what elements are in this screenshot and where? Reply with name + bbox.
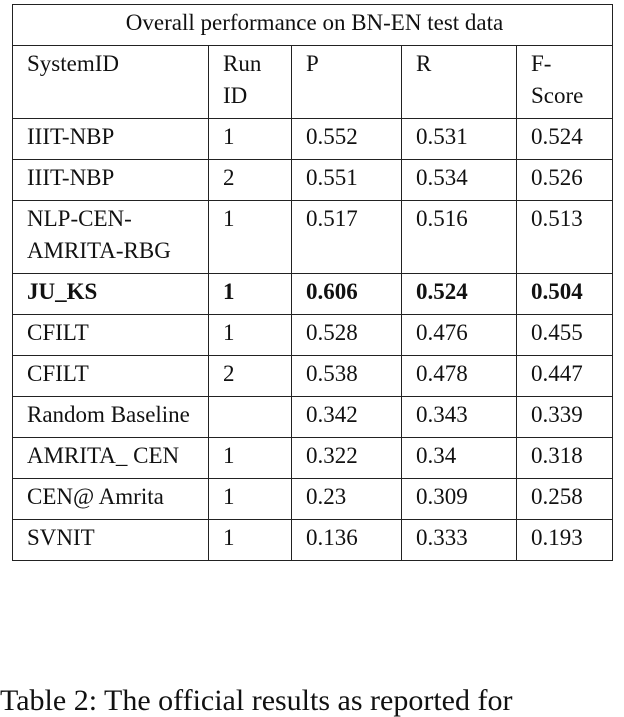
precision-cell: 0.342 bbox=[292, 397, 402, 438]
recall-cell: 0.524 bbox=[402, 274, 517, 315]
recall-cell: 0.309 bbox=[402, 479, 517, 520]
recall-cell: 0.534 bbox=[402, 160, 517, 201]
table-row bbox=[13, 520, 613, 561]
table-caption: Table 2: The official results as reported for bbox=[0, 684, 513, 717]
title-row bbox=[13, 5, 613, 46]
system-id-cell: Random Baseline bbox=[13, 397, 209, 438]
system-id-cell: AMRITA_ CEN bbox=[13, 438, 209, 479]
f-score-cell: 0.526 bbox=[517, 160, 613, 201]
run-id-cell: 1 bbox=[209, 438, 292, 479]
run-id-cell: 1 bbox=[209, 520, 292, 561]
recall-cell: 0.476 bbox=[402, 315, 517, 356]
precision-cell: 0.322 bbox=[292, 438, 402, 479]
precision-cell: 0.552 bbox=[292, 119, 402, 160]
system-id-cell: SVNIT bbox=[13, 520, 209, 561]
table-row bbox=[13, 438, 613, 479]
system-id-cell: IIIT-NBP bbox=[13, 119, 209, 160]
system-id-cell: IIIT-NBP bbox=[13, 160, 209, 201]
precision-cell: 0.23 bbox=[292, 479, 402, 520]
header-run-id: Run ID bbox=[209, 46, 292, 119]
table-row bbox=[13, 119, 613, 160]
results-table bbox=[12, 4, 613, 561]
precision-cell: 0.136 bbox=[292, 520, 402, 561]
run-id-cell bbox=[209, 397, 292, 438]
table-row bbox=[13, 356, 613, 397]
run-id-cell: 1 bbox=[209, 119, 292, 160]
precision-cell: 0.528 bbox=[292, 315, 402, 356]
f-score-cell: 0.447 bbox=[517, 356, 613, 397]
run-id-cell: 2 bbox=[209, 356, 292, 397]
f-score-cell: 0.513 bbox=[517, 201, 613, 274]
run-id-cell: 1 bbox=[209, 479, 292, 520]
f-score-cell: 0.524 bbox=[517, 119, 613, 160]
f-score-cell: 0.339 bbox=[517, 397, 613, 438]
header-recall: R bbox=[402, 46, 517, 119]
precision-cell: 0.517 bbox=[292, 201, 402, 274]
f-score-cell: 0.258 bbox=[517, 479, 613, 520]
f-score-cell: 0.193 bbox=[517, 520, 613, 561]
recall-cell: 0.343 bbox=[402, 397, 517, 438]
header-f-score: F-Score bbox=[517, 46, 613, 119]
recall-cell: 0.333 bbox=[402, 520, 517, 561]
table-row bbox=[13, 274, 613, 315]
table-row bbox=[13, 479, 613, 520]
f-score-cell: 0.504 bbox=[517, 274, 613, 315]
system-id-cell: CFILT bbox=[13, 315, 209, 356]
precision-cell: 0.606 bbox=[292, 274, 402, 315]
precision-cell: 0.538 bbox=[292, 356, 402, 397]
system-id-cell: CFILT bbox=[13, 356, 209, 397]
recall-cell: 0.516 bbox=[402, 201, 517, 274]
recall-cell: 0.531 bbox=[402, 119, 517, 160]
run-id-cell: 1 bbox=[209, 201, 292, 274]
table-title: Overall performance on BN-EN test data bbox=[13, 5, 613, 46]
run-id-cell: 2 bbox=[209, 160, 292, 201]
header-precision: P bbox=[292, 46, 402, 119]
system-id-cell: NLP-CEN-AMRITA-RBG bbox=[13, 201, 209, 274]
run-id-cell: 1 bbox=[209, 315, 292, 356]
header-system-id: SystemID bbox=[13, 46, 209, 119]
table-row bbox=[13, 397, 613, 438]
precision-cell: 0.551 bbox=[292, 160, 402, 201]
system-id-cell: JU_KS bbox=[13, 274, 209, 315]
header-row bbox=[13, 46, 613, 119]
recall-cell: 0.34 bbox=[402, 438, 517, 479]
f-score-cell: 0.455 bbox=[517, 315, 613, 356]
table-row bbox=[13, 201, 613, 274]
run-id-cell: 1 bbox=[209, 274, 292, 315]
recall-cell: 0.478 bbox=[402, 356, 517, 397]
table-row bbox=[13, 160, 613, 201]
table-row bbox=[13, 315, 613, 356]
f-score-cell: 0.318 bbox=[517, 438, 613, 479]
system-id-cell: CEN@ Amrita bbox=[13, 479, 209, 520]
